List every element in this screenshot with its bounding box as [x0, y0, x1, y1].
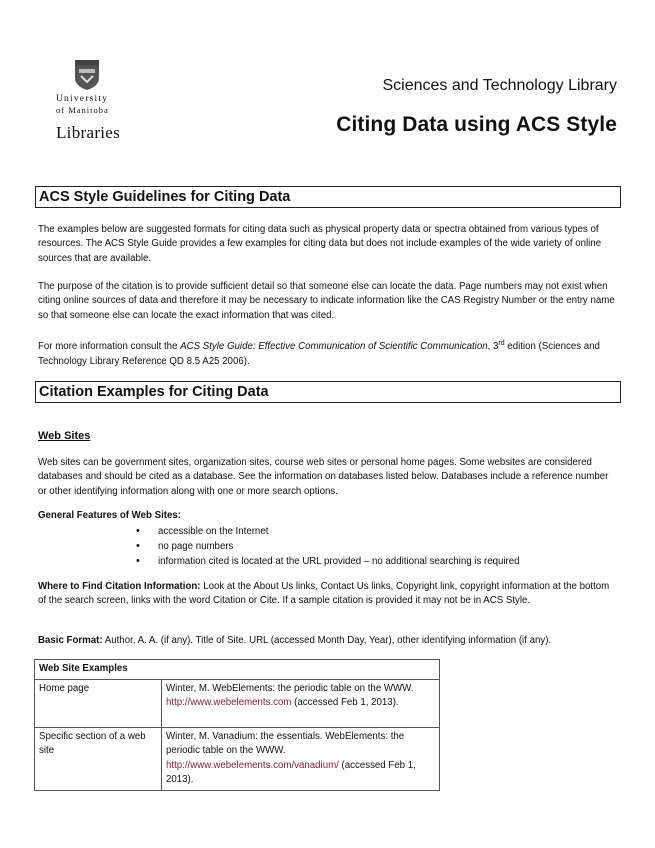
table-row	[35, 679, 440, 727]
library-name: Sciences and Technology Library	[382, 77, 617, 94]
where-label: Where to Find Citation Information:	[38, 581, 201, 592]
vanadium-link[interactable]: http://www.webelements.com/vanadium/	[166, 759, 339, 771]
list-item: • accessible on the Internet	[148, 524, 520, 539]
crest-icon	[74, 60, 100, 90]
page-title: Citing Data using ACS Style	[336, 113, 617, 136]
table-header: Web Site Examples	[35, 660, 440, 680]
table-row	[35, 727, 440, 790]
logo-manitoba: of Manitoba	[56, 105, 109, 115]
p3-pre: For more information consult the	[38, 341, 181, 353]
citation-post: (accessed Feb 1, 2013).	[166, 759, 416, 785]
section-heading-examples: Citation Examples for Citing Data	[35, 381, 621, 403]
where-to-find-paragraph	[38, 580, 618, 609]
citation-pre: Winter, M. Vanadium: the essentials. WebElements: the periodic table on the WWW.	[166, 730, 405, 756]
citation-pre: Winter, M. WebElements: the periodic table on the WWW.	[166, 682, 414, 694]
web-site-examples-table	[34, 659, 440, 791]
p3-sup: rd	[498, 340, 505, 347]
features-list	[148, 524, 520, 569]
web-sites-paragraph: Web sites can be government sites, organization sites, course web sites or personal home pages. Some websites are considered databases and should be cited as a database. See the information on databases listed below. Databases include a reference number or other identifying information along with one or more search options.	[38, 457, 609, 497]
list-item: • information cited is located at the URL provided – no additional searching is required	[148, 554, 520, 569]
web-sites-subheading: Web Sites	[38, 430, 91, 442]
guidelines-paragraph-3	[38, 337, 618, 369]
table-header-row	[35, 660, 440, 680]
row-label: Home page	[35, 679, 162, 727]
list-item: • no page numbers	[148, 539, 520, 554]
features-label: General Features of Web Sites:	[38, 510, 182, 521]
p3-post: edition (Sciences and Technology Library Reference QD 8.5 A25 2006).	[38, 341, 600, 367]
style-guide-title: ACS Style Guide: Effective Communication of Scientific Communication	[180, 341, 488, 353]
guidelines-paragraph-1: The examples below are suggested formats for citing data such as physical property data or spectra obtained from various types of resources. The ACS Style Guide provides a few examples for citing data but does not include examples of the wide variety of online sources that are available.	[38, 224, 602, 264]
p3-mid: , 3	[487, 341, 499, 353]
row-citation	[162, 727, 440, 790]
citation-post: (accessed Feb 1, 2013).	[291, 697, 399, 708]
basic-format-paragraph	[38, 634, 618, 648]
guidelines-paragraph-2: The purpose of the citation is to provide sufficient detail so that someone else can locate the data. Page numbers may not exist when citing online sources of data and therefore it may be necessary to indicate information like the CAS Registry Number or the entry name so that someone else can locate the exact information that was cited.	[38, 281, 615, 321]
basic-label: Basic Format:	[38, 635, 103, 646]
section-heading-guidelines: ACS Style Guidelines for Citing Data	[35, 186, 621, 208]
row-label: Specific section of a web site	[35, 727, 162, 790]
basic-text: Author, A. A. (if any). Title of Site. URL (accessed Month Day, Year), other identifying information (if any).	[102, 635, 552, 646]
university-logo	[56, 60, 136, 143]
logo-university: University	[56, 94, 109, 104]
row-citation	[162, 679, 440, 727]
webelements-link[interactable]: http://www.webelements.com	[166, 697, 292, 708]
logo-libraries: Libraries	[56, 123, 121, 142]
where-text: Look at the About Us links, Contact Us links, Copyright link, copyright information at the bottom of the search screen, links with the word Citation or Cite. If a sample citation is provided it may not be in ACS Style.	[38, 581, 610, 607]
